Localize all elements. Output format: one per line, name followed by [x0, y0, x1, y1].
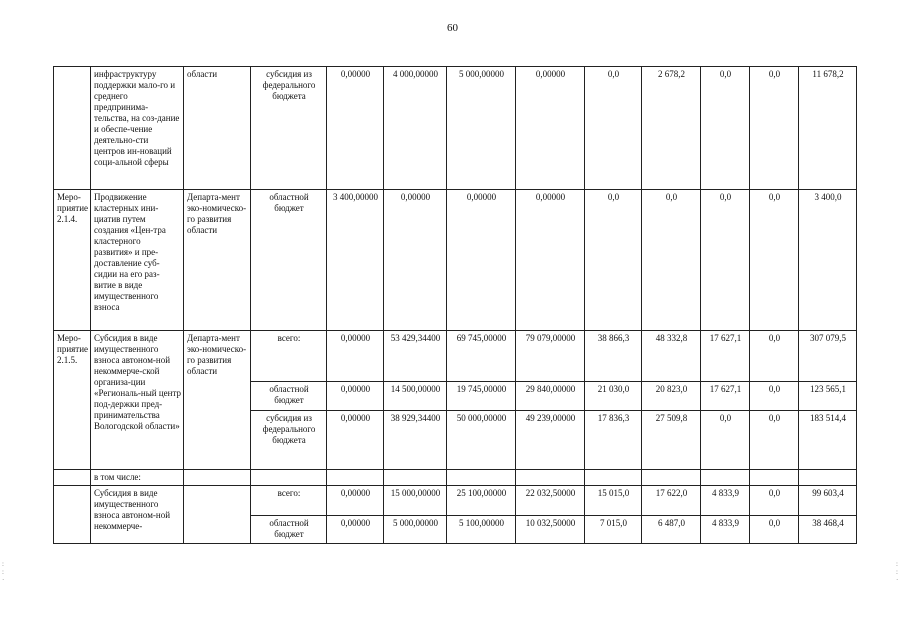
value-cell: 0,0: [750, 486, 799, 516]
value-cell: 27 509,8: [642, 411, 701, 470]
value-cell: [750, 470, 799, 486]
value-cell: 15 000,00000: [384, 486, 447, 516]
event-name-cell: инфраструктуру поддержки мало-го и среднего предпринима-тельства, на соз-дание и обеспе-чение деятельно-сти центров ин-новаций соци-альной сферы: [91, 67, 184, 190]
value-cell: 5 100,00000: [447, 516, 516, 544]
value-cell: 25 100,00000: [447, 486, 516, 516]
source-cell: субсидия из федерального бюджета: [251, 411, 327, 470]
value-cell: 22 032,50000: [516, 486, 585, 516]
value-cell: 20 823,0: [642, 382, 701, 411]
value-cell: 4 000,00000: [384, 67, 447, 190]
value-cell: 0,00000: [327, 382, 384, 411]
source-cell: всего:: [251, 486, 327, 516]
value-cell: 19 745,00000: [447, 382, 516, 411]
event-cell: [54, 486, 91, 544]
value-cell: 0,0: [701, 190, 750, 331]
value-cell: 3 400,00000: [327, 190, 384, 331]
value-cell: 0,00000: [327, 486, 384, 516]
value-cell: [701, 470, 750, 486]
event-cell: Меро-приятие 2.1.5.: [54, 331, 91, 470]
value-cell: 3 400,0: [799, 190, 857, 331]
value-cell: 0,0: [585, 67, 642, 190]
value-cell: 183 514,4: [799, 411, 857, 470]
value-cell: 0,0: [585, 190, 642, 331]
value-cell: 38 468,4: [799, 516, 857, 544]
executor-cell: области: [184, 67, 251, 190]
value-cell: 5 000,00000: [447, 67, 516, 190]
value-cell: 48 332,8: [642, 331, 701, 382]
value-cell: [516, 470, 585, 486]
value-cell: [384, 470, 447, 486]
source-cell: областной бюджет: [251, 516, 327, 544]
event-name-cell: Субсидия в виде имущественного взноса автоном-ной некоммерче-: [91, 486, 184, 544]
value-cell: [642, 470, 701, 486]
value-cell: [799, 470, 857, 486]
value-cell: 69 745,00000: [447, 331, 516, 382]
value-cell: 38 866,3: [585, 331, 642, 382]
right-margin-marks: : : ·: [896, 560, 899, 584]
page-number: 60: [447, 22, 458, 34]
value-cell: 17 627,1: [701, 382, 750, 411]
value-cell: 123 565,1: [799, 382, 857, 411]
source-cell: субсидия из федерального бюджета: [251, 67, 327, 190]
source-cell: областной бюджет: [251, 382, 327, 411]
value-cell: 0,0: [750, 190, 799, 331]
event-name-cell: Продвижение кластерных ини-циатив путем создания «Цен-тра кластерного развития» и пре-доставление суб-сидии на его раз-витие в виде имущественного взноса: [91, 190, 184, 331]
value-cell: 0,00000: [516, 190, 585, 331]
value-cell: 17 627,1: [701, 331, 750, 382]
value-cell: 14 500,00000: [384, 382, 447, 411]
value-cell: 5 000,00000: [384, 516, 447, 544]
value-cell: 0,0: [701, 67, 750, 190]
in-that-number-cell: в том числе:: [91, 470, 184, 486]
value-cell: 0,0: [701, 411, 750, 470]
source-cell: [251, 470, 327, 486]
value-cell: 0,00000: [516, 67, 585, 190]
table-row: [54, 470, 857, 486]
value-cell: 99 603,4: [799, 486, 857, 516]
value-cell: 0,00000: [327, 67, 384, 190]
value-cell: 79 079,00000: [516, 331, 585, 382]
value-cell: 0,00000: [384, 190, 447, 331]
value-cell: 10 032,50000: [516, 516, 585, 544]
value-cell: 38 929,34400: [384, 411, 447, 470]
value-cell: 0,0: [750, 516, 799, 544]
value-cell: 0,00000: [327, 516, 384, 544]
table-row: [54, 190, 857, 331]
value-cell: 0,0: [750, 411, 799, 470]
value-cell: 29 840,00000: [516, 382, 585, 411]
value-cell: [585, 470, 642, 486]
executor-cell: Департа-мент эко-номическо-го развития области: [184, 331, 251, 470]
left-margin-marks: : : ·: [2, 560, 5, 584]
value-cell: 11 678,2: [799, 67, 857, 190]
value-cell: 0,00000: [447, 190, 516, 331]
value-cell: 0,00000: [327, 331, 384, 382]
value-cell: 6 487,0: [642, 516, 701, 544]
value-cell: 0,0: [750, 331, 799, 382]
executor-cell: [184, 486, 251, 544]
executor-cell: Департа-мент эко-номическо-го развития области: [184, 190, 251, 331]
event-cell: [54, 470, 91, 486]
table-row: [54, 331, 857, 382]
value-cell: 2 678,2: [642, 67, 701, 190]
source-cell: всего:: [251, 331, 327, 382]
value-cell: 53 429,34400: [384, 331, 447, 382]
executor-cell: [184, 470, 251, 486]
table-row: [54, 67, 857, 190]
value-cell: 7 015,0: [585, 516, 642, 544]
value-cell: 50 000,00000: [447, 411, 516, 470]
event-cell: [54, 67, 91, 190]
value-cell: 0,0: [750, 382, 799, 411]
budget-table: [53, 66, 857, 544]
value-cell: 49 239,00000: [516, 411, 585, 470]
value-cell: 15 015,0: [585, 486, 642, 516]
value-cell: [327, 470, 384, 486]
value-cell: 0,00000: [327, 411, 384, 470]
value-cell: 307 079,5: [799, 331, 857, 382]
event-cell: Меро-приятие 2.1.4.: [54, 190, 91, 331]
value-cell: 21 030,0: [585, 382, 642, 411]
value-cell: 0,0: [750, 67, 799, 190]
value-cell: 17 622,0: [642, 486, 701, 516]
table-row: [54, 486, 857, 516]
value-cell: 0,0: [642, 190, 701, 331]
event-name-cell: Субсидия в виде имущественного взноса автоном-ной некоммерче-ской организа-ции «Региональ-ный центр под-держки пред-принимательства Вологодской области»: [91, 331, 184, 470]
value-cell: 17 836,3: [585, 411, 642, 470]
source-cell: областной бюджет: [251, 190, 327, 331]
value-cell: [447, 470, 516, 486]
value-cell: 4 833,9: [701, 486, 750, 516]
value-cell: 4 833,9: [701, 516, 750, 544]
